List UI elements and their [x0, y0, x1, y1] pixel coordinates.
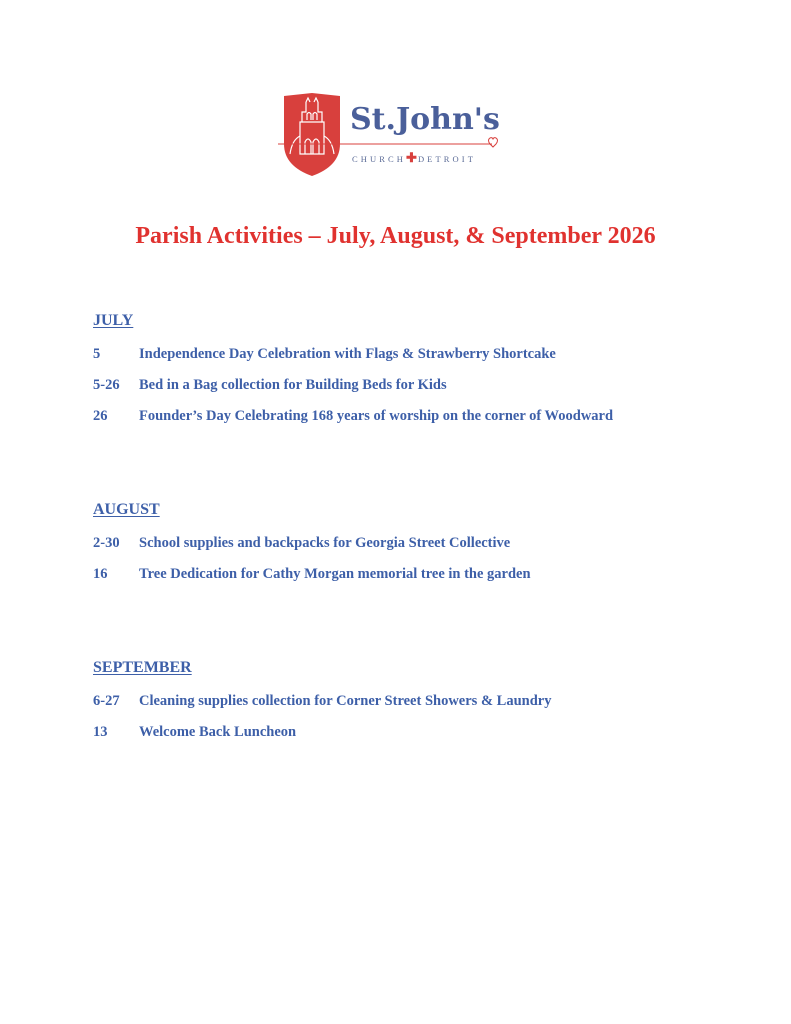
- event-description: Bed in a Bag collection for Building Beds for Kids: [139, 377, 447, 393]
- event-date: 5-26: [93, 377, 120, 393]
- month-heading-september: SEPTEMBER: [93, 659, 192, 676]
- event-date: 13: [93, 724, 108, 740]
- event-row: [93, 347, 556, 362]
- page-title: Parish Activities – July, August, & September 2026: [135, 223, 656, 249]
- event-date: 5: [93, 346, 101, 362]
- event-row: [93, 409, 613, 424]
- cross-icon: ✚: [406, 150, 418, 165]
- event-row: [93, 567, 531, 582]
- event-description: Welcome Back Luncheon: [139, 724, 297, 740]
- event-row: [93, 378, 447, 393]
- logo-subtitle-left: CHURCH: [352, 154, 407, 164]
- event-date: 26: [93, 408, 108, 424]
- event-description: School supplies and backpacks for Georgia Street Collective: [139, 535, 511, 551]
- event-row: [93, 536, 510, 551]
- event-description: Independence Day Celebration with Flags & Strawberry Shortcake: [139, 346, 556, 362]
- logo-subtitle: [352, 151, 476, 164]
- event-date: 2-30: [93, 535, 120, 551]
- logo-subtitle-right: DETROIT: [417, 154, 476, 164]
- logo-wordmark: St.John's: [350, 102, 500, 137]
- event-description: Cleaning supplies collection for Corner Street Showers & Laundry: [139, 693, 552, 709]
- month-heading-august: AUGUST: [93, 501, 160, 518]
- event-date: 6-27: [93, 693, 120, 709]
- church-logo: [278, 92, 500, 178]
- event-row: [93, 694, 551, 709]
- event-description: Founder’s Day Celebrating 168 years of worship on the corner of Woodward: [139, 408, 614, 424]
- event-row: [93, 725, 296, 740]
- month-heading-july: JULY: [93, 312, 134, 329]
- event-description: Tree Dedication for Cathy Morgan memorial tree in the garden: [139, 566, 531, 582]
- event-date: 16: [93, 566, 108, 582]
